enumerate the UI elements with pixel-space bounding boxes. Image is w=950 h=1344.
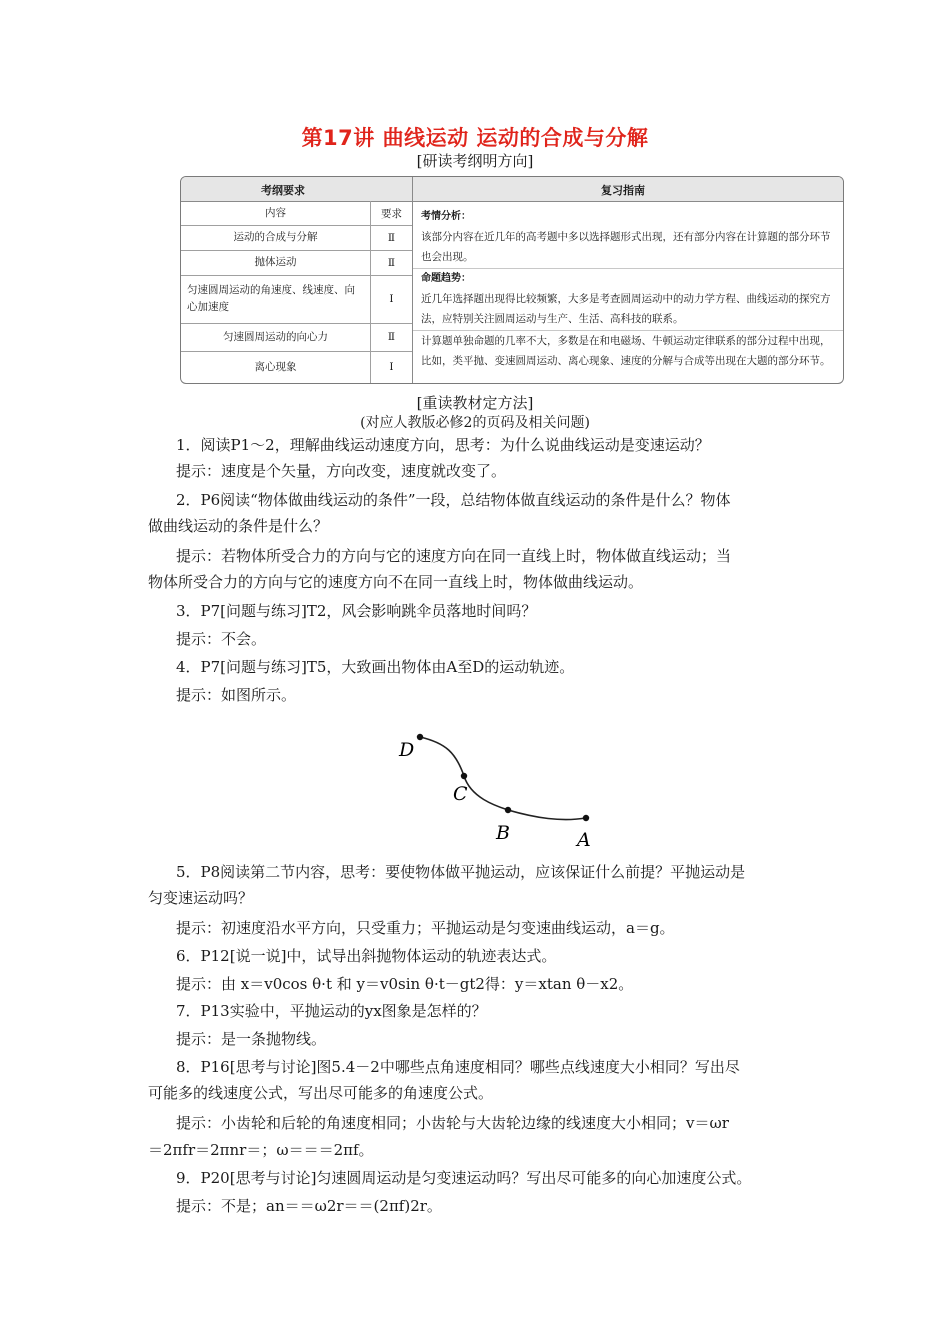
table-row bbox=[181, 351, 412, 383]
question-8-line-1: 8．P16[思考与讨论]图5.4－2中哪些点角速度相同？哪些点线速度大小相同？写出尽 bbox=[176, 1058, 740, 1076]
answer-1: 提示：速度是个矢量，方向改变，速度就改变了。 bbox=[176, 462, 507, 480]
analysis-text: 该部分内容在近几年的高考题中多以选择题形式出现，还有部分内容在计算题的部分环节也会出现。 bbox=[421, 231, 831, 263]
table-row bbox=[181, 323, 412, 352]
label-b: B bbox=[496, 822, 510, 844]
question-9: 9．P20[思考与讨论]匀速圆周运动是匀变速运动吗？写出尽可能多的向心加速度公式。 bbox=[176, 1169, 752, 1187]
question-8-line-2: 可能多的线速度公式，写出尽可能多的角速度公式。 bbox=[148, 1084, 494, 1102]
col-req-header: 要求 bbox=[381, 207, 402, 220]
table-row bbox=[181, 225, 412, 251]
row-req: Ⅰ bbox=[389, 293, 394, 305]
syllabus-table bbox=[180, 176, 844, 384]
point-a bbox=[583, 815, 589, 821]
header-syllabus-requirements: 考纲要求 bbox=[261, 184, 305, 197]
question-1: 1．阅读P1～2，理解曲线运动速度方向，思考：为什么说曲线运动是变速运动？ bbox=[176, 436, 710, 454]
page-title: 第17讲 曲线运动 运动的合成与分解 bbox=[301, 126, 649, 150]
row-req: Ⅱ bbox=[387, 331, 396, 343]
answer-8-line-2: ＝2πfr＝2πnr＝；ω＝＝＝2πf。 bbox=[148, 1141, 374, 1159]
answer-2-line-2: 物体所受合力的方向与它的速度方向不在同一直线上时，物体做曲线运动。 bbox=[148, 573, 644, 591]
answer-8-line-1: 提示：小齿轮和后轮的角速度相同；小齿轮与大齿轮边缘的线速度大小相同；v＝ωr bbox=[176, 1114, 729, 1132]
question-5-line-1: 5．P8阅读第二节内容，思考：要使物体做平抛运动，应该保证什么前提？平抛运动是 bbox=[176, 863, 746, 881]
point-d bbox=[417, 734, 423, 740]
label-a: A bbox=[577, 829, 591, 851]
label-d: D bbox=[399, 739, 415, 761]
trend-label: 命题趋势： bbox=[421, 273, 471, 284]
row-req: Ⅰ bbox=[389, 361, 394, 373]
question-4: 4．P7[问题与练习]T5，大致画出物体由A至D的运动轨迹。 bbox=[176, 658, 575, 676]
row-content: 匀速圆周运动的向心力 bbox=[181, 323, 371, 351]
answer-4: 提示：如图所示。 bbox=[176, 686, 297, 704]
trend-text-1: 近几年选择题出现得比较频繁，大多是考查圆周运动中的动力学方程、曲线运动的探究方法，应特别关注圆周运动与生产、生活、高科技的联系。 bbox=[421, 293, 831, 325]
question-5-line-2: 匀变速运动吗？ bbox=[148, 889, 254, 907]
col-content-header: 内容 bbox=[181, 201, 371, 225]
row-content: 抛体运动 bbox=[181, 250, 371, 275]
row-req: Ⅱ bbox=[387, 256, 396, 269]
section-heading-textbook: [重读教材定方法] bbox=[416, 394, 534, 412]
analysis-label: 考情分析： bbox=[421, 211, 471, 222]
section-subheading: (对应人教版必修2的页码及相关问题) bbox=[360, 415, 590, 431]
question-2-line-2: 做曲线运动的条件是什么？ bbox=[148, 517, 329, 535]
answer-3: 提示：不会。 bbox=[176, 630, 267, 648]
row-content: 匀速圆周运动的角速度、线速度、向心加速度 bbox=[181, 275, 371, 323]
review-guide-column bbox=[421, 207, 839, 371]
section-heading-syllabus: [研读考纲明方向] bbox=[416, 152, 534, 170]
header-review-guide: 复习指南 bbox=[601, 184, 645, 197]
table-row bbox=[181, 250, 412, 276]
label-c: C bbox=[453, 783, 468, 805]
trend-text-2: 计算题单独命题的几率不大，多数是在和电磁场、牛顿运动定律联系的部分过程中出现，比如，类平抛、变速圆周运动、离心现象、速度的分解与合成等出现在大题的部分环节。 bbox=[421, 335, 831, 367]
row-req: Ⅱ bbox=[387, 231, 396, 244]
answer-5: 提示：初速度沿水平方向，只受重力；平抛运动是匀变速曲线运动，a＝g。 bbox=[176, 919, 675, 937]
trajectory-figure bbox=[386, 718, 606, 853]
question-2-line-1: 2．P6阅读“物体做曲线运动的条件”一段，总结物体做直线运动的条件是什么？物体 bbox=[176, 491, 731, 509]
trajectory-curve bbox=[420, 737, 586, 820]
answer-2-line-1: 提示：若物体所受合力的方向与它的速度方向在同一直线上时，物体做直线运动；当 bbox=[176, 547, 732, 565]
row-content: 运动的合成与分解 bbox=[181, 225, 371, 250]
question-7: 7．P13实验中，平抛运动的yx图象是怎样的？ bbox=[176, 1002, 487, 1020]
row-content: 离心现象 bbox=[181, 351, 371, 383]
answer-6: 提示：由 x＝v0cos θ·t 和 y＝v0sin θ·t－gt2得：y＝xtan θ－x2。 bbox=[176, 975, 634, 993]
point-b bbox=[505, 807, 511, 813]
table-row bbox=[181, 201, 412, 226]
answer-7: 提示：是一条抛物线。 bbox=[176, 1030, 327, 1048]
question-3: 3．P7[问题与练习]T2，风会影响跳伞员落地时间吗？ bbox=[176, 602, 537, 620]
point-c bbox=[461, 773, 467, 779]
requirements-column bbox=[181, 201, 413, 383]
syllabus-header bbox=[181, 177, 843, 202]
question-6: 6．P12[说一说]中，试导出斜抛物体运动的轨迹表达式。 bbox=[176, 947, 557, 965]
answer-9: 提示：不是；an＝＝ω2r＝＝(2πf)2r。 bbox=[176, 1197, 442, 1215]
table-row bbox=[181, 275, 412, 324]
